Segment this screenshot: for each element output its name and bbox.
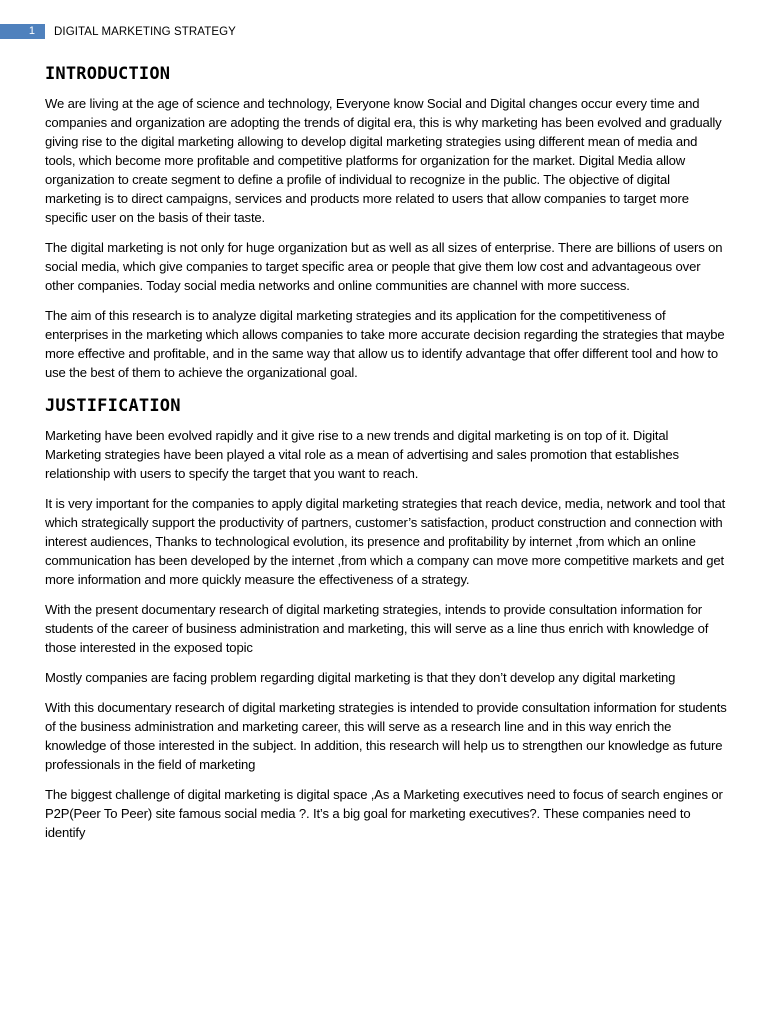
paragraph: Mostly companies are facing problem regarding digital marketing is that they don’t develop any digital marketing (45, 670, 676, 685)
running-title: DIGITAL MARKETING STRATEGY (54, 26, 236, 38)
page-header (0, 23, 768, 41)
paragraph: With the present documentary research of digital marketing strategies, intends to provide consultation information for students of the career of business administration and marketing, this will serve as a line thus enrich with knowledge of those interested in the exposed topic (45, 602, 709, 655)
paragraph: The digital marketing is not only for huge organization but as well as all sizes of enterprise. There are billions of users on social media, which give companies to target specific area or people that give them low cost and advantageous over other companies. Today social media networks and online communities are channel with more success. (45, 240, 723, 293)
section-heading-introduction: INTRODUCTION (45, 64, 171, 84)
paragraph: The biggest challenge of digital marketing is digital space ,As a Marketing executives need to focus of search engines or P2P(Peer To Peer) site famous social media ?. It’s a big goal for marketing executives?. These companies need to identify (45, 787, 723, 840)
paragraph: The aim of this research is to analyze digital marketing strategies and its application for the competitiveness of enterprises in the marketing which allows companies to take more accurate decision regarding the strategies that maybe more effective and profitable, and in the same way that allow us to identify advantage that offer different tool and how to use the best of them to achieve the organizational goal. (45, 308, 725, 380)
page-number-badge: 1 (0, 24, 45, 39)
paragraph: With this documentary research of digital marketing strategies is intended to provide consultation information for students of the business administration and marketing career, this will serve as a research line and in this way enrich the knowledge of those interested in the subject. In addition, this research will help us to strengthen our knowledge as future professionals in the field of marketing (45, 700, 727, 772)
section-heading-justification: JUSTIFICATION (45, 396, 181, 416)
paragraph: Marketing have been evolved rapidly and it give rise to a new trends and digital marketing is on top of it. Digital Marketing strategies have been played a vital role as a mean of advertising and sales promotion that establishes relationship with users to specify the target that you want to reach. (45, 428, 679, 481)
paragraph: It is very important for the companies to apply digital marketing strategies that reach device, media, network and tool that which strategically support the productivity of partners, customer’s satisfaction, product construction and connection with interest audiences, Thanks to technological evolution, its presence and profitability by internet ,from which an online communication has been developed by the internet ,from which a company can move more competitive markets and get more information and more quickly measure the effectiveness of a strategy. (45, 496, 726, 587)
document-body (45, 62, 727, 853)
section-introduction (45, 62, 727, 382)
paragraph: We are living at the age of science and technology, Everyone know Social and Digital changes occur every time and companies and organization are adopting the trends of digital era, this is why marketing has been evolved and gradually giving rise to the digital marketing allowing to develop digital marketing strategies using different mean of media and tools, which become more profitable and competitive platforms for organization for the market. Digital Media allow organization to create segment to define a profile of individual to recognize in the public. The objective of digital marketing is to direct campaigns, services and products more related to users that allow companies to target more specific user on the basis of their taste. (45, 96, 722, 225)
section-justification (45, 394, 727, 842)
